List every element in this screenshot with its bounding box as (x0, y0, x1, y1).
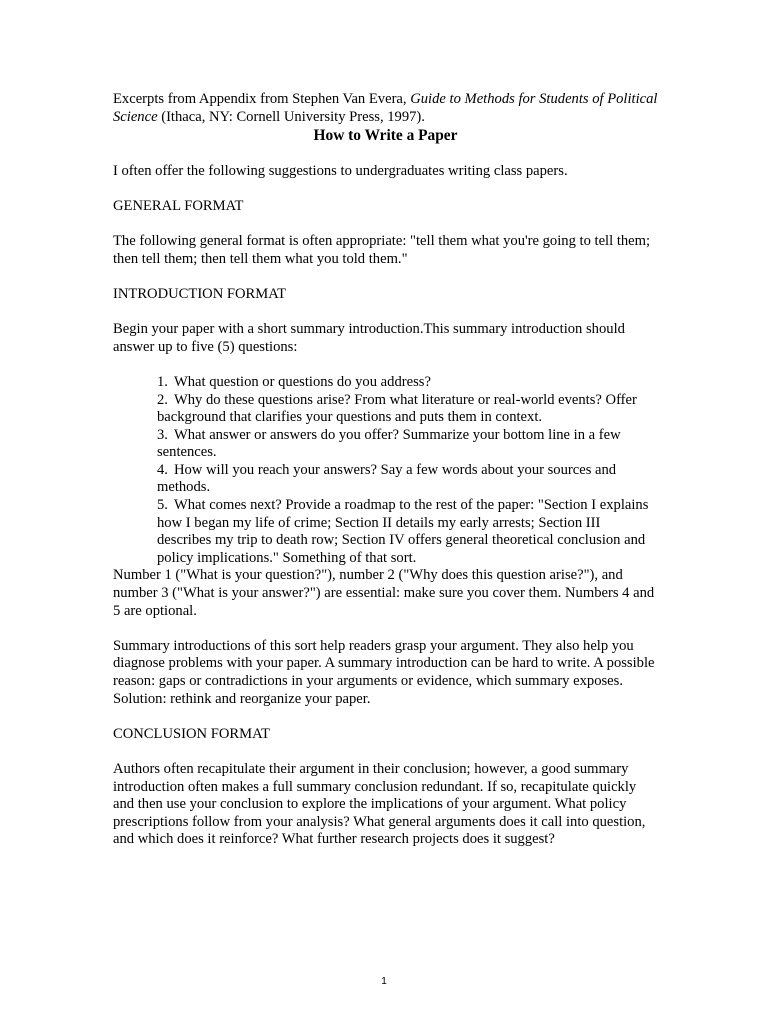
document-page (113, 91, 658, 849)
list-item (157, 497, 658, 567)
list-item-number: 3. (157, 426, 168, 443)
source-book-title: Guide to Methods for Students of Political Science (113, 91, 658, 125)
list-item (157, 392, 658, 427)
list-item (157, 462, 658, 497)
general-format-heading: GENERAL FORMAT (113, 197, 244, 214)
general-format-body: The following general format is often appropriate: "tell them what you're going to tell them; then tell them; then tell them what you told them." (113, 233, 651, 267)
list-item-text: Why do these questions arise? From what literature or real-world events? Offer background that clarifies your questions and puts them in context. (157, 391, 637, 426)
list-item-number: 5. (157, 497, 168, 514)
summary-introduction-paragraph: Summary introductions of this sort help readers grasp your argument. They also help you diagnose problems with your paper. A summary introduction can be hard to write. A possible reason: gaps or contradictions in your arguments or evidence, which summary exposes. Solution: rethink and reorganize your paper. (113, 637, 655, 707)
list-item-text: What answer or answers do you offer? Summarize your bottom line in a few sentences. (157, 426, 621, 461)
page-number: 1 (381, 976, 387, 987)
list-item-text: What question or questions do you address? (173, 373, 431, 390)
question-list (113, 374, 658, 568)
list-item-number: 4. (157, 461, 168, 478)
intro-sentence: I often offer the following suggestions to undergraduates writing class papers. (113, 162, 568, 179)
list-item-number: 2. (157, 391, 168, 408)
list-item (157, 427, 658, 462)
source-citation (113, 91, 658, 126)
introduction-format-heading: INTRODUCTION FORMAT (113, 285, 287, 302)
list-item-number: 1. (157, 373, 168, 390)
source-prefix: Excerpts from Appendix from Stephen Van Evera, (113, 91, 411, 107)
introduction-format-body: Begin your paper with a short summary introduction.This summary introduction should answer up to five (5) questions: (113, 321, 625, 355)
document-title: How to Write a Paper (313, 127, 458, 145)
list-item-text: How will you reach your answers? Say a few words about your sources and methods. (157, 461, 617, 496)
conclusion-format-heading: CONCLUSION FORMAT (113, 725, 270, 742)
list-item-text: What comes next? Provide a roadmap to the rest of the paper: "Section I explains how I began my life of crime; Section II details my early arrests; Section III describes my trip to death row; Section IV offers general theoretical conclusion and policy implications." Something of that sort. (157, 497, 649, 566)
source-suffix: (Ithaca, NY: Cornell University Press, 1997). (157, 108, 425, 125)
essential-questions-note: Number 1 ("What is your question?"), number 2 ("Why does this question arise?"), and number 3 ("What is your answer?") are essential: make sure you cover them. Numbers 4 and 5 are optional. (113, 567, 655, 619)
list-item (157, 374, 658, 392)
conclusion-format-body: Authors often recapitulate their argument in their conclusion; however, a good summary introduction often makes a full summary conclusion redundant. If so, recapitulate quickly and then use your conclusion to explore the implications of your argument. What policy prescriptions follow from your analysis? What general arguments does it call into question, and which does it reinforce? What further research projects does it suggest? (113, 760, 646, 848)
